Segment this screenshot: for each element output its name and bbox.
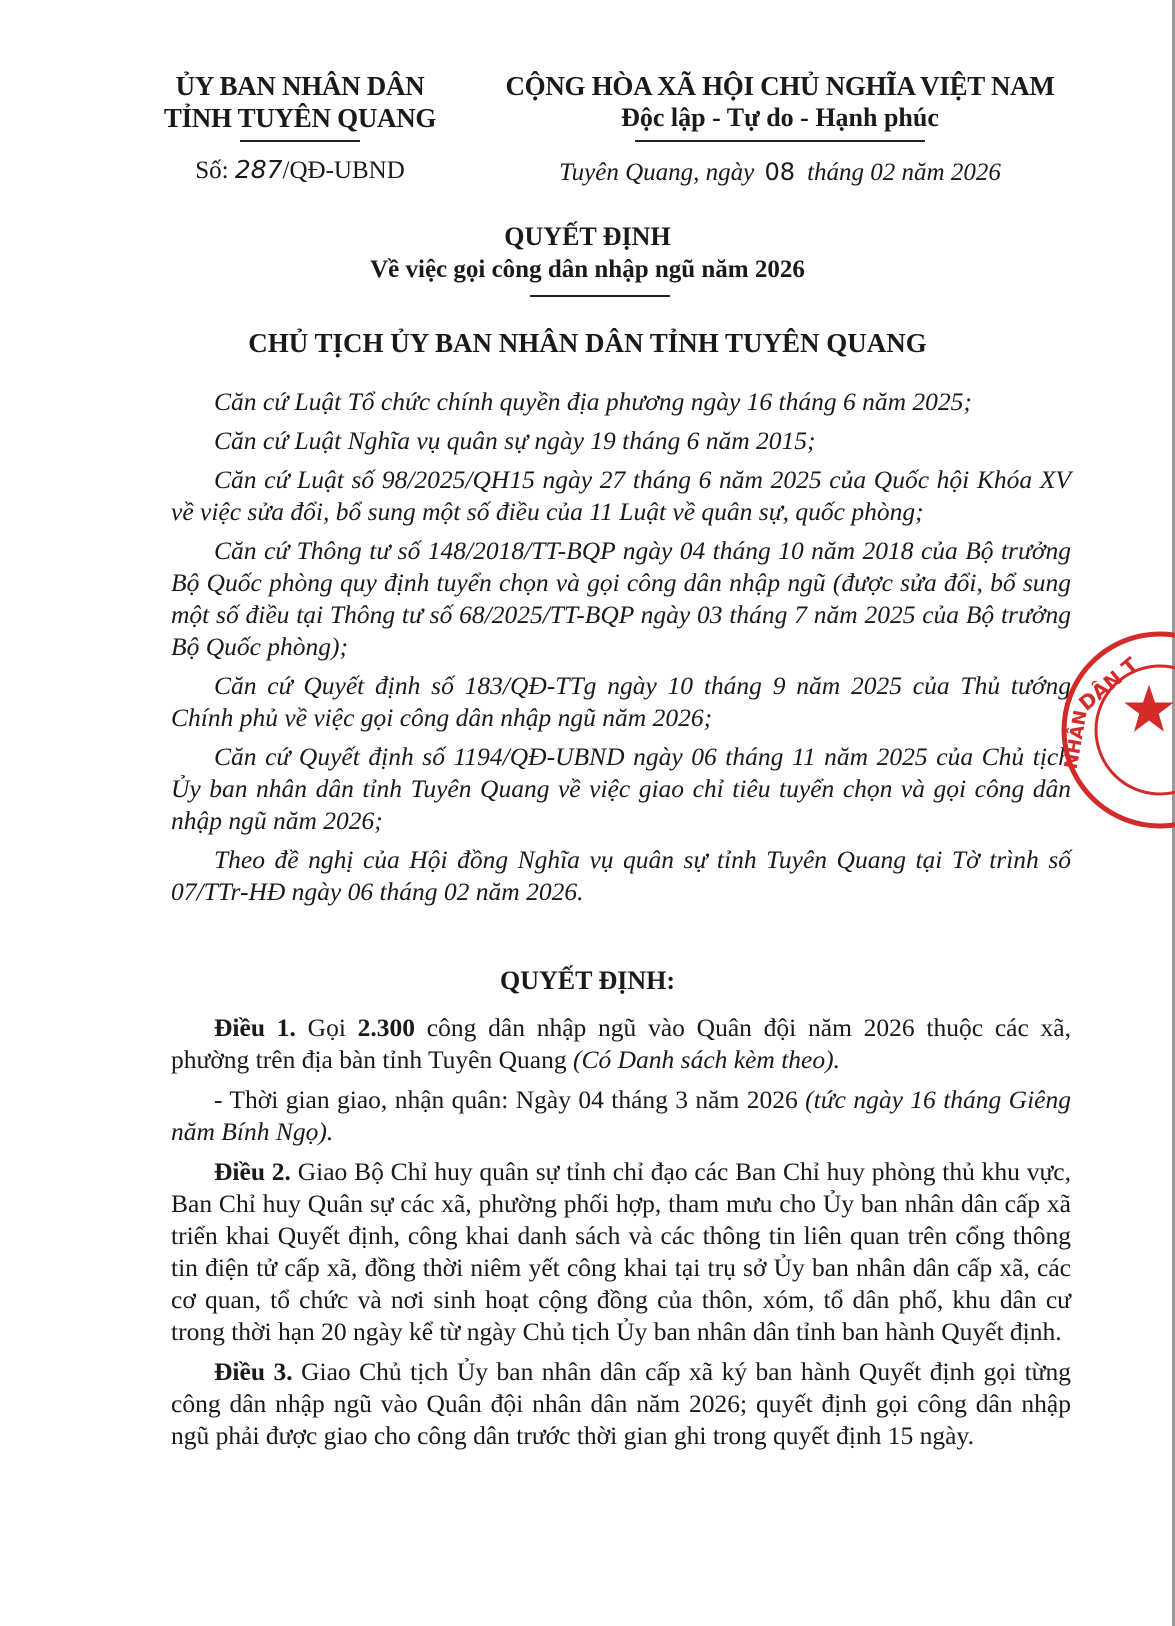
preamble (171, 386, 1071, 908)
article-1-time: - Thời gian giao, nhận quân: Ngày 04 tháng 3 năm 2026 (tức ngày 16 tháng Giêng năm Bính Ngọ). (171, 1085, 1071, 1146)
divider (530, 295, 670, 297)
handwritten-number: 287 (234, 155, 283, 184)
issuing-authority (150, 70, 450, 142)
article-1: Điều 1. Gọi 2.300 công dân nhập ngũ vào Quân đội năm 2026 thuộc các xã, phường trên địa bàn tỉnh Tuyên Quang (Có Danh sách kèm theo). (171, 1013, 1072, 1074)
divider (635, 140, 925, 142)
preamble-item: Căn cứ Luật Tổ chức chính quyền địa phương ngày 16 tháng 6 năm 2025; (214, 387, 972, 416)
authority-line-1: ỦY BAN NHÂN DÂN (175, 71, 425, 101)
document-number: Số: 287/QĐ-UBND (195, 155, 405, 184)
document-type: QUYẾT ĐỊNH (504, 222, 671, 251)
document-subject: Về việc gọi công dân nhập ngũ năm 2026 (370, 256, 805, 283)
article-3: Điều 3. Giao Chủ tịch Ủy ban nhân dân cấp xã ký ban hành Quyết định gọi từng công dân nhập ngũ vào Quân đội nhân dân năm 2026; quyết định gọi công dân nhập ngũ phải được giao cho công dân trước thời gian ghi trong quyết định 15 ngày. (171, 1357, 1071, 1450)
preamble-item: Căn cứ Luật Nghĩa vụ quân sự ngày 19 tháng 6 năm 2015; (214, 426, 816, 455)
official-seal-icon (1060, 630, 1175, 830)
handwritten-day: 08 (764, 158, 796, 186)
recruit-count: 2.300 (357, 1013, 416, 1042)
motto: Độc lập - Tự do - Hạnh phúc (621, 103, 939, 132)
decision-heading: QUYẾT ĐỊNH: (499, 966, 676, 995)
svg-text:NHÂN: NHÂN (1060, 708, 1092, 771)
country-name: CỘNG HÒA XÃ HỘI CHỦ NGHĨA VIỆT NAM (505, 71, 1055, 101)
preamble-item: Căn cứ Luật số 98/2025/QH15 ngày 27 tháng 6 năm 2025 của Quốc hội Khóa XV về việc sửa đổi, bổ sung một số điều của 11 Luật về quân sự, quốc phòng; (171, 465, 1071, 526)
preamble-item: Theo đề nghị của Hội đồng Nghĩa vụ quân sự tỉnh Tuyên Quang tại Tờ trình số 07/TTr-HĐ ngày 06 tháng 02 năm 2026. (171, 845, 1071, 906)
article-2: Điều 2. Giao Bộ Chỉ huy quân sự tỉnh chỉ đạo các Ban Chỉ huy phòng thủ khu vực, Ban Chỉ huy Quân sự các xã, phường phối hợp, tham mưu cho Ủy ban nhân dân cấp xã triển khai Quyết định, công khai danh sách và các thông tin liên quan trên cổng thông tin điện tử cấp xã, đồng thời niêm yết công khai tại trụ sở Ủy ban nhân dân cấp xã, các cơ quan, tổ chức và nơi sinh hoạt cộng đồng của thôn, xóm, tổ dân phố, khu dân cư trong thời hạn 20 ngày kể từ ngày Chủ tịch Ủy ban nhân dân tỉnh ban hành Quyết định. (171, 1157, 1071, 1346)
preamble-item: Căn cứ Quyết định số 1194/QĐ-UBND ngày 06 tháng 11 năm 2025 của Chủ tịch Ủy ban nhân dân tỉnh Tuyên Quang về việc giao chỉ tiêu tuyển chọn và gọi công dân nhập ngũ năm 2026; (171, 742, 1071, 835)
articles (171, 1012, 1071, 1452)
signing-authority: CHỦ TỊCH ỦY BAN NHÂN DÂN TỈNH TUYÊN QUANG (248, 328, 927, 358)
svg-text:DÂN T: DÂN T (1073, 652, 1143, 716)
divider (240, 140, 360, 142)
national-motto (480, 70, 1080, 142)
authority-line-2: TỈNH TUYÊN QUANG (163, 103, 437, 133)
issue-date: Tuyên Quang, ngày 08 tháng 02 năm 2026 (559, 158, 1001, 186)
preamble-item: Căn cứ Thông tư số 148/2018/TT-BQP ngày 04 tháng 10 năm 2018 của Bộ trưởng Bộ Quốc phòng quy định tuyển chọn và gọi công dân nhập ngũ (được sửa đổi, bổ sung một số điều tại Thông tư số 68/2025/TT-BQP ngày 03 tháng 7 năm 2025 của Bộ trưởng Bộ Quốc phòng); (171, 536, 1071, 661)
preamble-item: Căn cứ Quyết định số 183/QĐ-TTg ngày 10 tháng 9 năm 2025 của Thủ tướng Chính phủ về việc gọi công dân nhập ngũ năm 2026; (171, 671, 1071, 732)
